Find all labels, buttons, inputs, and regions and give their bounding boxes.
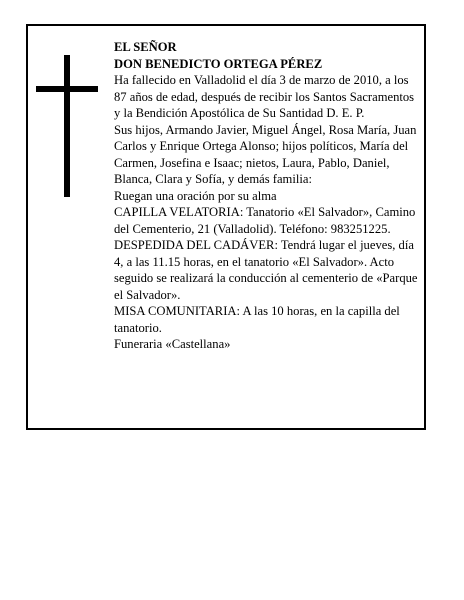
deceased-name: DON BENEDICTO ORTEGA PÉREZ	[114, 56, 323, 71]
cross-horizontal-bar	[36, 86, 98, 92]
cross-vertical-bar	[64, 55, 70, 197]
prayer-request: Ruegan una oración por su alma	[114, 188, 277, 203]
family-list: Sus hijos, Armando Javier, Miguel Ángel, Rosa María, Juan Carlos y Enrique Ortega Alonso; hijos políticos, María del Carmen, Josefina e Isaac; nietos, Laura, Pablo, Daniel, Blanca, Clara y Sofía, y demás familia:	[114, 122, 417, 186]
death-statement: Ha fallecido en Valladolid el día 3 de marzo de 2010, a los 87 años de edad, después de recibir los Santos Sacramentos y la Bendición Apostólica de Su Santidad D. E. P.	[114, 73, 415, 120]
mass-details: MISA COMUNITARIA: A las 10 horas, en la capilla del tanatorio.	[114, 304, 400, 335]
obituary-text	[114, 39, 420, 353]
wake-details: CAPILLA VELATORIA: Tanatorio «El Salvador», Camino del Cementerio, 21 (Valladolid). Teléfono: 983251225. DESPEDIDA DEL CADÁVER: Tendrá lugar el jueves, día 4, a las 11.15 horas, en el tanatorio «El Salvador». Acto seguido se realizará la conducción al cementerio de «Parque el Salvador».	[114, 205, 418, 302]
funeral-home: Funeraria «Castellana»	[114, 337, 231, 351]
latin-cross-icon	[36, 55, 98, 197]
deceased-title: EL SEÑOR	[114, 40, 177, 54]
